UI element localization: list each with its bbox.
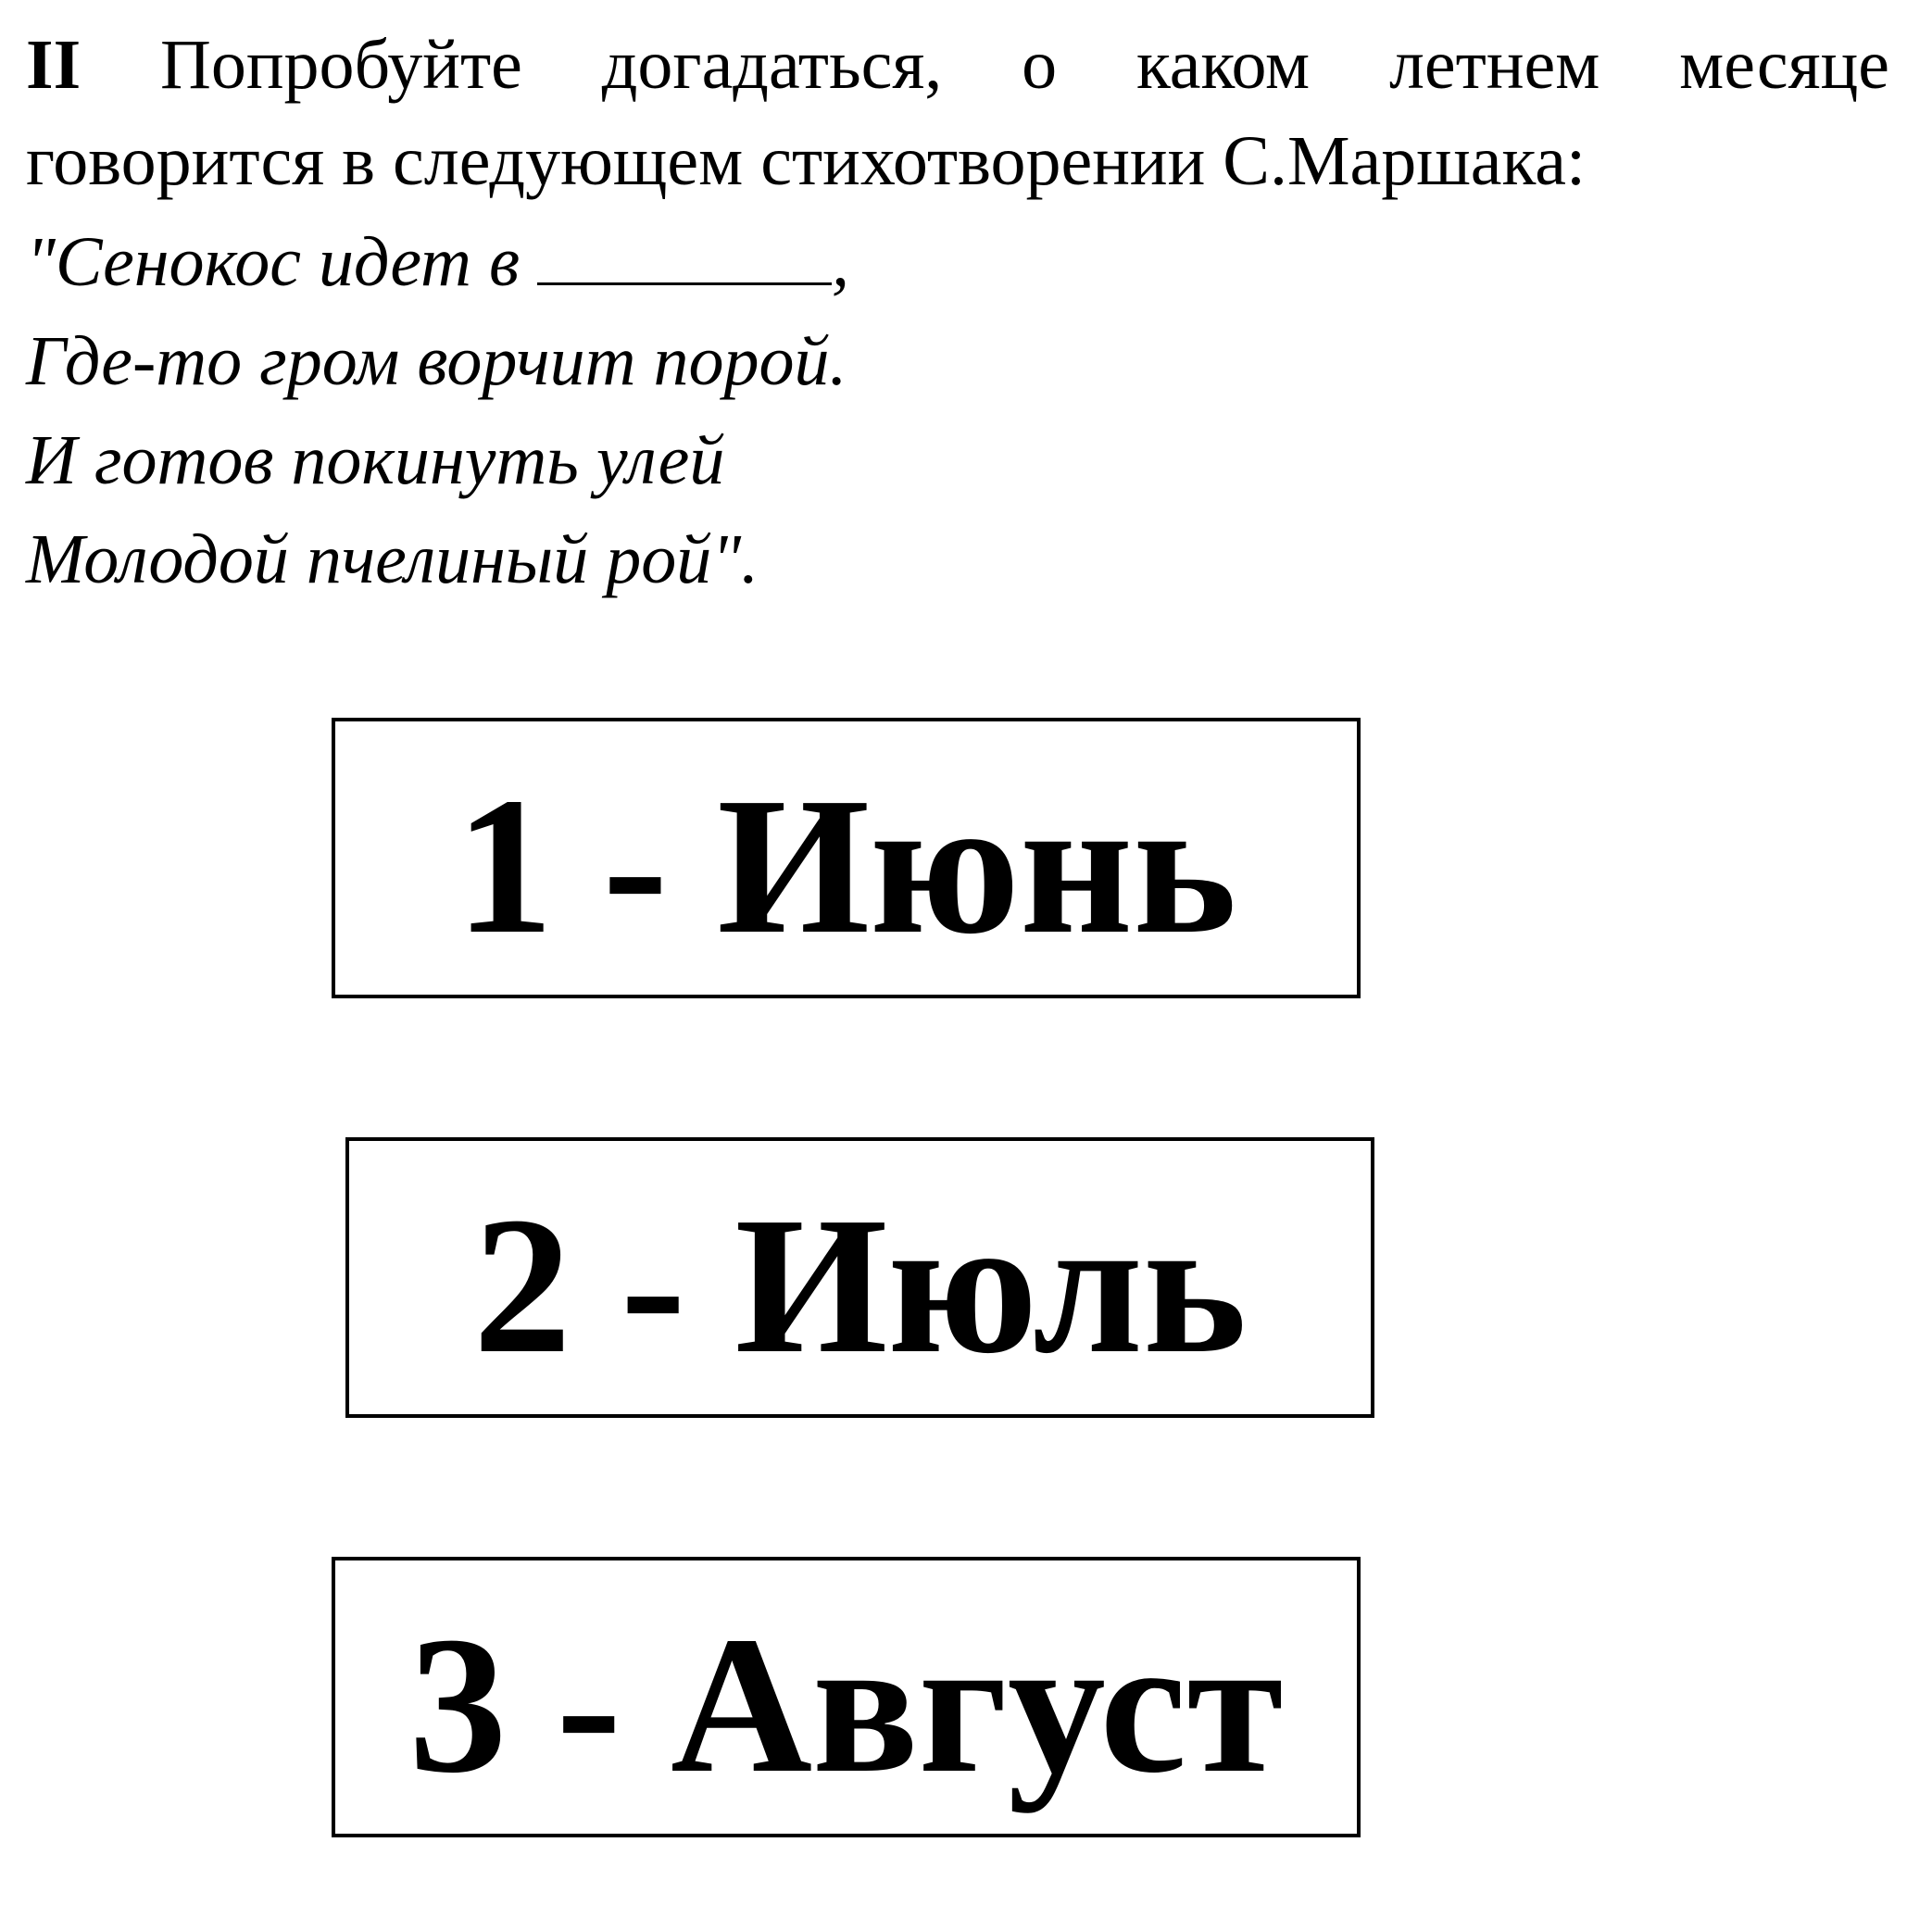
poem-line-4: Молодой пчелиный рой". — [26, 520, 759, 598]
task-line-1 — [26, 17, 1889, 113]
task-line-2: говорится в следующем стихотворении С.Маршака: — [26, 122, 1587, 200]
task-word: месяце — [1679, 26, 1889, 104]
option-august-button[interactable] — [332, 1557, 1361, 1837]
poem-line-3: И готов покинуть улей — [26, 421, 725, 499]
option-label: 3 - Август — [408, 1595, 1284, 1813]
option-label: 2 - Июль — [472, 1175, 1248, 1394]
poem-line-2: Где-то гром ворчит порой. — [26, 322, 847, 400]
task-word: Попробуйте — [159, 26, 522, 104]
poem — [26, 213, 849, 609]
task-text — [26, 17, 1889, 209]
task-word: летнем — [1388, 26, 1600, 104]
task-word: каком — [1135, 26, 1311, 104]
poem-line-1-start: "Сенокос идет в — [26, 223, 537, 301]
task-word: о — [1022, 26, 1058, 104]
option-june-button[interactable] — [332, 718, 1361, 998]
task-word: догадаться, — [601, 26, 943, 104]
option-july-button[interactable] — [345, 1137, 1374, 1418]
task-number: II — [26, 26, 82, 104]
poem-line-1 — [26, 213, 849, 312]
option-label: 1 - Июнь — [455, 756, 1237, 974]
answer-blank — [537, 225, 832, 285]
poem-line-1-end: , — [831, 223, 849, 301]
